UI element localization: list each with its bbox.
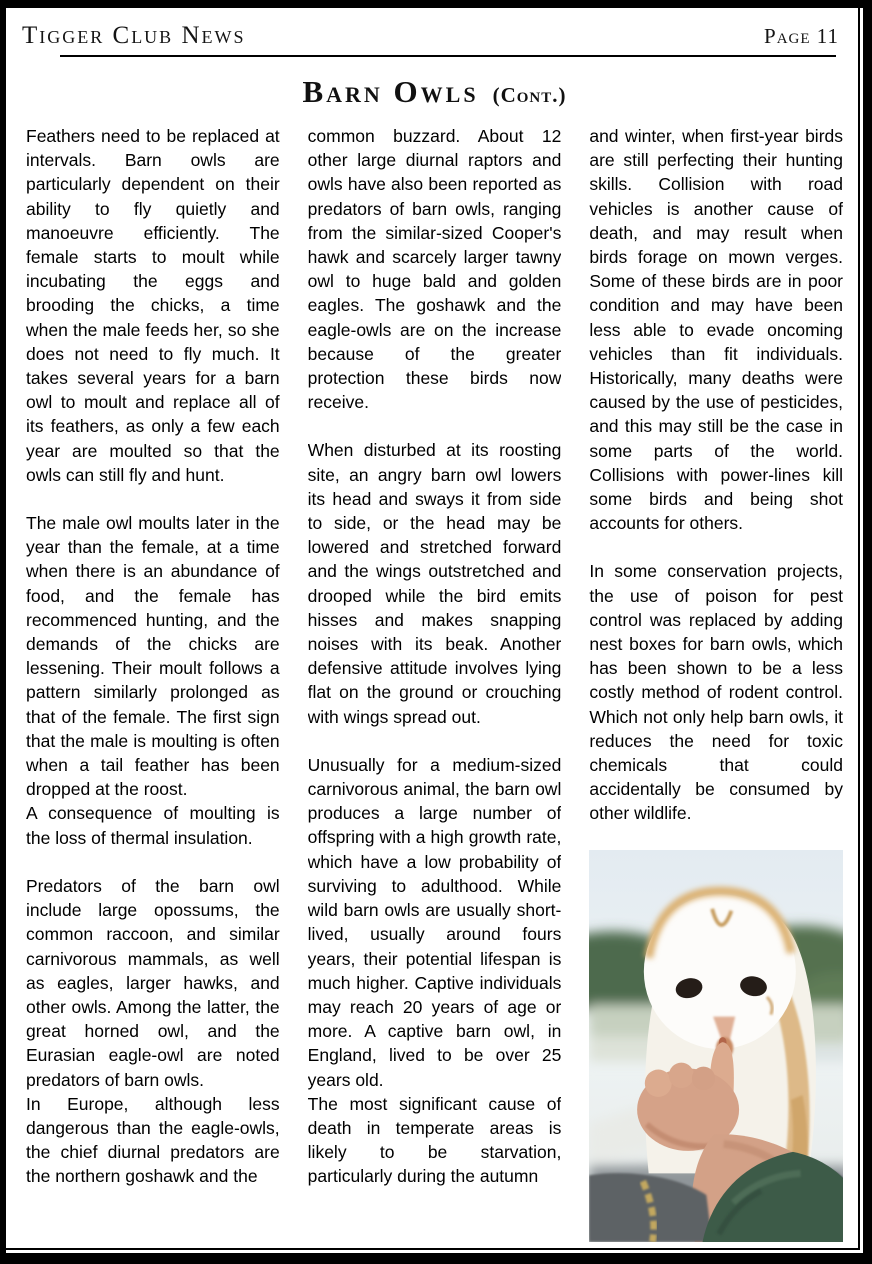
paragraph: A consequence of moulting is the loss of thermal insulation. xyxy=(26,803,280,848)
paragraph: common buzzard. About 12 other large diurnal raptors and owls have also been reported as predators of barn owls, ranging from the similar-sized Cooper's hawk and scarcely larger tawny owl to huge bald and golden eagles. The goshawk and the eagle-owls are on the increase because of the greater protection these birds now receive. xyxy=(307,126,562,413)
paragraph: Predators of the barn owl include large opossums, the common raccoon, and similar carnivorous mammals, as well as eagles, larger hawks, and other owls. Among the latter, the great horned owl, and the Eurasian eagle-owl are noted predators of barn owls. xyxy=(26,875,280,1090)
paragraph: In some conservation projects, the use of poison for pest control was replaced by adding nest boxes for barn owls, which has been shown to be a less costly method of rodent control. Which not only help barn owls, it reduces the need for toxic chemicals that could accidentally be consumed by other wildlife. xyxy=(589,561,844,824)
newsletter-title: Tigger Club News xyxy=(22,22,246,49)
paragraph: The most significant cause of death in temperate areas is likely to be starvation, particularly during the autumn xyxy=(307,1093,562,1187)
header-rule xyxy=(60,55,836,57)
article-columns xyxy=(6,110,863,1250)
paragraph: Feathers need to be replaced at intervals. Barn owls are particularly dependent on their ability to fly quietly and manoeuvre efficiently. The female starts to moult while incubating the eggs and brooding the chicks, a time when the male feeds her, so she does not need to fly much. It takes several years for a barn owl to moult and replace all of its feathers, as only a few each year are moulted so that the owls can still fly and hunt. xyxy=(26,126,280,485)
page-number: Page 11 xyxy=(764,24,839,48)
paragraph: When disturbed at its roosting site, an angry barn owl lowers its head and sways it from side to side, or the head may be lowered and stretched forward and the wings outstretched and drooped while the bird emits hisses and makes snapping noises with its beak. Another defensive attitude involves lying flat on the ground or crouching with wings spread out. xyxy=(307,440,562,727)
article-title xyxy=(6,73,863,110)
paragraph: and winter, when first-year birds are still perfecting their hunting skills. Collision with road vehicles is another cause of death, and may result when birds forage on mown verges. Some of these birds are in poor condition and may have been less able to evade oncoming vehicles than fit individuals. Historically, many deaths were caused by the use of pesticides, and this may still be the case in some parts of the world. Collisions with power-lines kill some birds and being shot accounts for others. xyxy=(589,126,844,534)
paragraph: Unusually for a medium-sized carnivorous animal, the barn owl produces a large number of offspring with a high growth rate, which have a low probability of surviving to adulthood. While wild barn owls are usually short-lived, usually around fours years, their potential lifespan is much higher. Captive individuals may reach 20 years of age or more. A captive barn owl, in England, lived to be over 25 years old. xyxy=(307,754,562,1090)
barn-owl-photo xyxy=(589,850,843,1242)
paragraph: In Europe, although less dangerous than the eagle-owls, the chief diurnal predators are the northern goshawk and the xyxy=(26,1093,280,1187)
column-2 xyxy=(308,124,562,1250)
article-title-cont: (Cont.) xyxy=(492,83,567,107)
barn-owl-photo-illustration xyxy=(589,850,843,1242)
paragraph: The male owl moults later in the year than the female, at a time when there is an abundance of food, and the female has recommenced hunting, and the demands of the chicks are lessening. Their moult follows a pattern similarly prolonged as that of the female. The first sign that the male is moulting is often when a tail feather has been dropped at the roost. xyxy=(26,513,280,800)
page-header xyxy=(6,8,863,50)
column-1 xyxy=(26,124,280,1250)
article-title-main: Barn Owls xyxy=(302,74,479,109)
column-3 xyxy=(589,124,843,1250)
